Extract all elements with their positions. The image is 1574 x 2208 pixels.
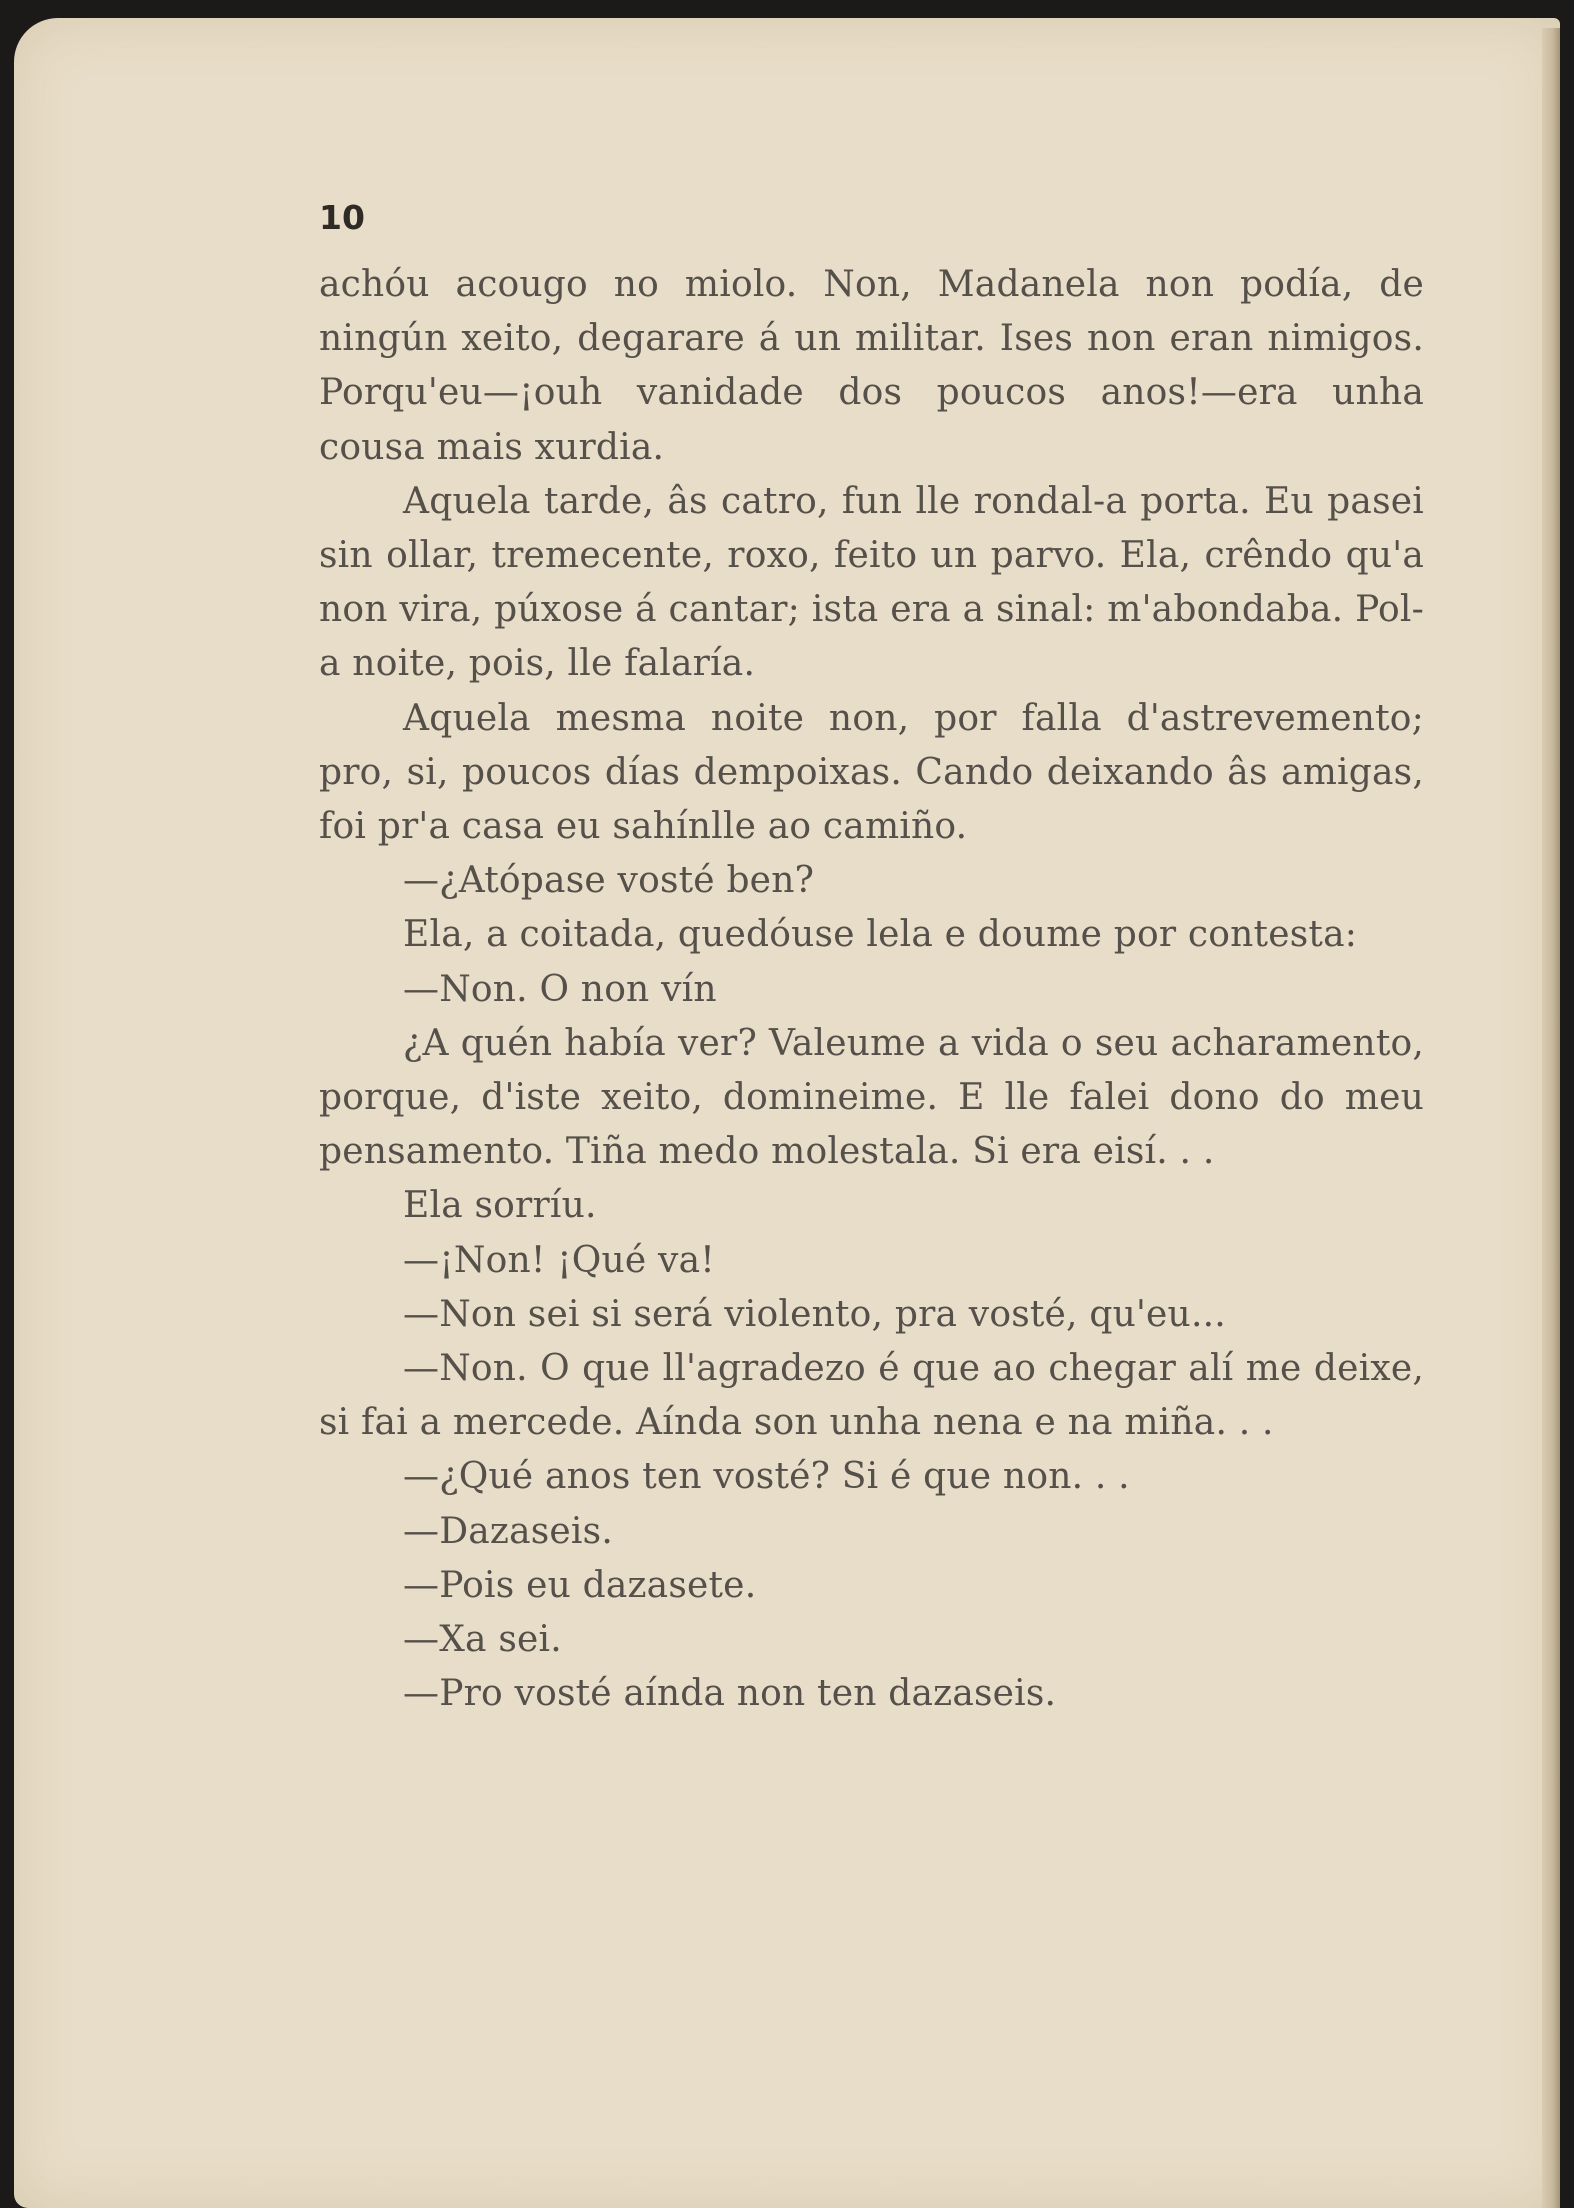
body-text	[319, 258, 1424, 1721]
dialog-line-6: —¿Qué anos ten vosté? Si é que non. . .	[403, 1456, 1130, 1498]
book-page	[14, 18, 1560, 2208]
paragraph-3: Aquela mesma noite non, por falla d'astrevemento; pro, si, poucos días dempoixas. Cando deixando âs amigas, foi pr'a casa eu sahínlle ao camiño.	[319, 697, 1424, 848]
dialog-line-1: —¿Atópase vosté ben?	[403, 860, 815, 902]
dialog-line-5: —Non. O que ll'agradezo é que ao chegar alí me deixe, si fai a mercede. Aínda son unha nena e na miña. . .	[319, 1348, 1424, 1444]
paragraph-6: Ela sorríu.	[403, 1185, 597, 1227]
page-edge	[1542, 28, 1560, 2208]
paragraph-4: Ela, a coitada, quedóuse lela e doume por contesta:	[403, 914, 1358, 956]
paragraph-5: ¿A quén había ver? Valeume a vida o seu acharamento, porque, d'iste xeito, domineime. E lle falei dono do meu pensamento. Tiña medo molestala. Si era eisí. . .	[319, 1022, 1424, 1173]
paragraph-2: Aquela tarde, âs catro, fun lle rondal-a porta. Eu pasei sin ollar, tremecente, roxo, feito un parvo. Ela, crêndo qu'a non vira, púxose á cantar; ista era a sinal: m'abondaba. Pol-a noite, pois, lle falaría.	[319, 480, 1424, 685]
dialog-line-4: —Non sei si será violento, pra vosté, qu'eu...	[403, 1293, 1226, 1335]
dialog-line-7: —Dazaseis.	[403, 1510, 613, 1552]
dialog-line-9: —Xa sei.	[403, 1619, 562, 1661]
dialog-line-2: —Non. O non vín	[403, 968, 717, 1010]
dialog-line-10: —Pro vosté aínda non ten dazaseis.	[403, 1673, 1057, 1715]
dialog-line-3: —¡Non! ¡Qué va!	[403, 1239, 715, 1281]
page-number: 10	[319, 198, 365, 237]
dialog-line-8: —Pois eu dazasete.	[403, 1564, 757, 1606]
paragraph-1: achóu acougo no miolo. Non, Madanela non podía, de ningún xeito, degarare á un militar. Ises non eran nimigos. Porqu'eu—¡ouh vanidade dos poucos anos!—era unha cousa mais xurdia.	[319, 264, 1424, 468]
